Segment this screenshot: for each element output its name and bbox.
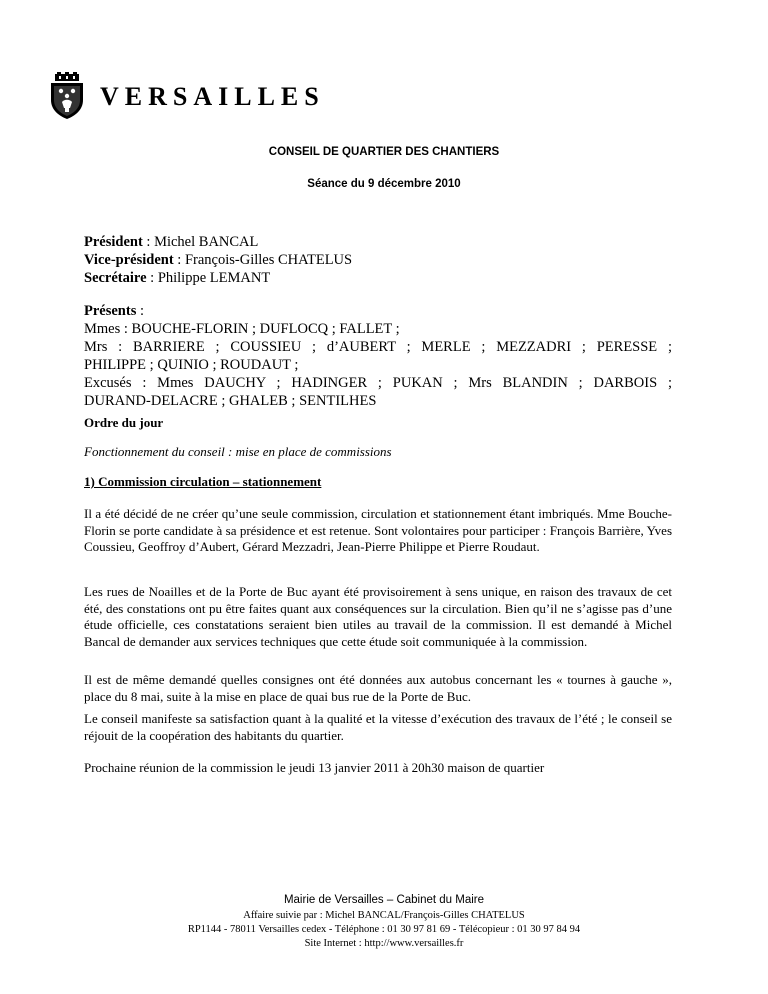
attendance-mmes: Mmes : BOUCHE-FLORIN ; DUFLOCQ ; FALLET ; xyxy=(84,321,400,337)
attendance-heading: Présents xyxy=(84,303,137,319)
officer-role: Secrétaire xyxy=(84,270,147,286)
officer-vice-president: Vice-président : François-Gilles CHATELUS xyxy=(84,252,353,268)
officer-name: Michel BANCAL xyxy=(154,234,259,250)
officer-role: Président xyxy=(84,234,143,250)
section1-heading-block xyxy=(84,474,672,491)
agenda-item: Fonctionnement du conseil : mise en place de commissions xyxy=(84,444,392,459)
brand-name: VERSAILLES xyxy=(100,82,325,111)
footer-office: Mairie de Versailles – Cabinet du Maire xyxy=(283,894,485,906)
attendance-block: Présents : Mmes : BOUCHE-FLORIN ; DUFLOCQ ; FALLET ; Mrs : BARRIERE ; COUSSIEU ; d’AUBERT ; MERLE ; MEZZADRI ; PERESSE ; PHILIPPE ; QUINIO ; ROUDAUT ; Excusés : Mmes DAUCHY ; HADINGER ; PUKAN ; Mrs BLANDIN ; DARBOIS ; DURAND-DELACRE ; GHALEB ; SENTILHES xyxy=(84,303,672,409)
session-date: Séance du 9 décembre 2010 xyxy=(307,178,461,190)
officer-name: François-Gilles CHATELUS xyxy=(184,252,353,268)
attendance-excuses-line1: Excusés : Mmes DAUCHY ; HADINGER ; PUKAN ; Mrs BLANDIN ; DARBOIS ; xyxy=(84,375,672,391)
section1-paragraph-4: Le conseil manifeste sa satisfaction quant à la qualité et la vitesse d’exécution des travaux de l’été ; le conseil se réjouit de la coopération des habitants du quartier. xyxy=(84,711,672,743)
officer-president: Président : Michel BANCAL xyxy=(84,234,259,250)
page-footer xyxy=(0,893,768,951)
section1-paragraph-3: Il est de même demandé quelles consignes ont été données aux autobus concernant les « tournes à gauche », place du 8 mai, suite à la mise en place de quai bus rue de la Porte de Buc. xyxy=(84,672,672,704)
section1-paragraph-2: Les rues de Noailles et de la Porte de Buc ayant été provisoirement à sens unique, en raison des travaux de cet été, des constations ont pu être faites quant aux conséquences sur la circulation. Bien qu’il ne s’agisse pas d’une étude officielle, ces constatations seraient bien utiles au travail de la commission. Il est demandé à Michel Bancal de demander aux services techniques que cette étude soit communiquée à la commission. xyxy=(84,584,672,649)
officer-role: Vice-président xyxy=(84,252,174,268)
section1-paragraph-1: Il a été décidé de ne créer qu’une seule commission, circulation et stationnement étant imbriqués. Mme Bouche-Florin se porte candidate à sa présidence et est retenue. Sont volontaires pour participer : François Barrière, Yves Coussieu, Geoffroy d’Aubert, Gérard Mezzadri, Jean-Pierre Philippe et Pierre Roudaut. xyxy=(84,506,672,554)
attendance-excuses-line2: DURAND-DELACRE ; GHALEB ; SENTILHES xyxy=(84,393,377,409)
footer-website: Site Internet : http://www.versailles.fr xyxy=(304,938,464,949)
document-title: CONSEIL DE QUARTIER DES CHANTIERS xyxy=(268,146,500,158)
agenda-heading-block xyxy=(84,415,672,432)
attendance-mrs-line1: Mrs : BARRIERE ; COUSSIEU ; d’AUBERT ; MERLE ; MEZZADRI ; PERESSE ; xyxy=(84,339,672,355)
footer-address: RP1144 - 78011 Versailles cedex - Téléphone : 01 30 97 81 69 - Télécopieur : 01 30 97 84 94 xyxy=(187,924,581,935)
attendance-mrs-line2: PHILIPPE ; QUINIO ; ROUDAUT ; xyxy=(84,357,299,373)
section1-paragraph-5: Prochaine réunion de la commission le jeudi 13 janvier 2011 à 20h30 maison de quartier xyxy=(84,760,545,775)
officer-name: Philippe LEMANT xyxy=(157,270,271,286)
versailles-logo xyxy=(48,72,325,120)
city-crest-icon xyxy=(48,72,86,120)
officer-secretary: Secrétaire : Philippe LEMANT xyxy=(84,270,271,286)
officers-block xyxy=(84,233,672,287)
footer-contact-person: Affaire suivie par : Michel BANCAL/François-Gilles CHATELUS xyxy=(243,910,525,921)
section1-heading: 1) Commission circulation – stationnement xyxy=(84,474,322,489)
agenda-item-block xyxy=(84,444,672,461)
agenda-heading: Ordre du jour xyxy=(84,415,164,430)
